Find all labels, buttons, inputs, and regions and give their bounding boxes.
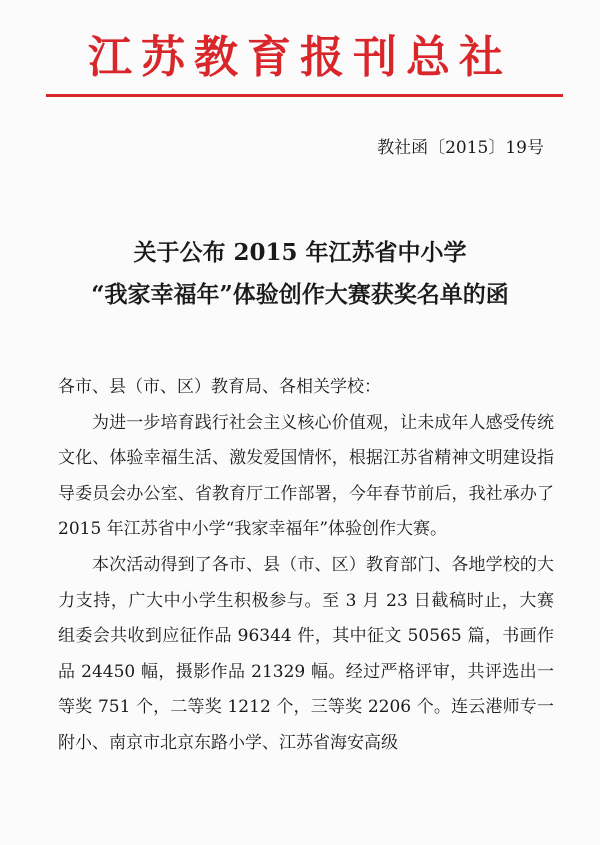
- document-body: [58, 370, 554, 762]
- document-number: 教社函〔2015〕19号: [377, 138, 544, 158]
- document-title-line-2: “我家幸福年”体验创作大赛获奖名单的函: [91, 281, 509, 308]
- body-paragraph: 为进一步培育践行社会主义核心价值观，让未成年人感受传统文化、体验幸福生活、激发爱国情怀，根据江苏省精神文明建设指导委员会办公室、省教育厅工作部署，今年春节前后，我社承办了 2015 年江苏省中小学“我家幸福年”体验创作大赛。: [58, 412, 554, 540]
- salutation: 各市、县（市、区）教育局、各相关学校：: [58, 377, 381, 397]
- letterhead-org-name: 江苏教育报刊总社: [88, 32, 512, 83]
- body-paragraph: 本次活动得到了各市、县（市、区）教育部门、各地学校的大力支持，广大中小学生积极参与。至 3 月 23 日截稿时止，大赛组委会共收到应征作品 96344 件，其中征文 50565 篇，书画作品 24450 幅，摄影作品 21329 幅。经过严格评审，共评选出一等奖 751 个，二等奖 1212 个，三等奖 2206 个。连云港师专一附小、南京市北京东路小学、江苏省海安高级: [58, 554, 554, 753]
- document-title-line-1: 关于公布 2015 年江苏省中小学: [133, 239, 467, 266]
- letterhead-divider: [46, 94, 563, 97]
